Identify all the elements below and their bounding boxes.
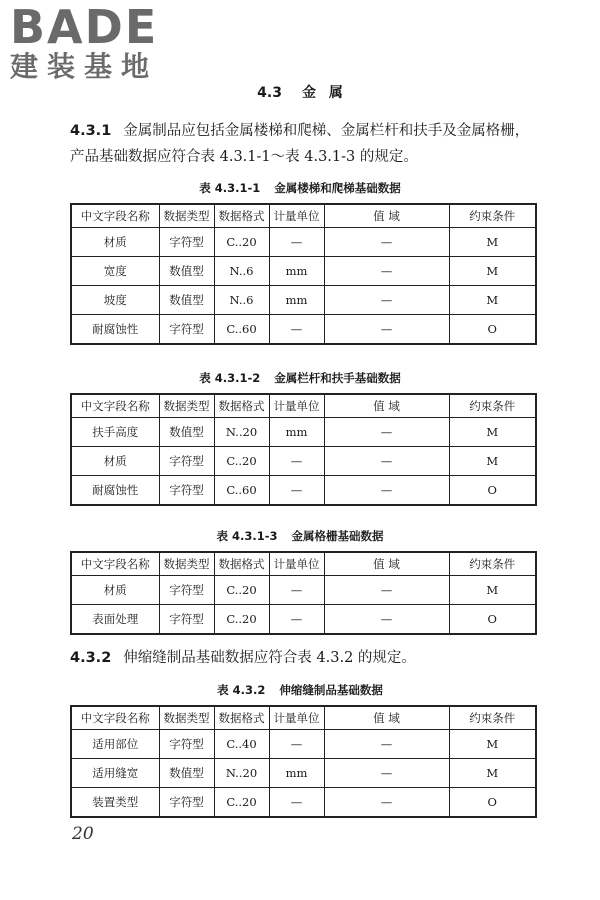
table-header-row — [71, 204, 536, 228]
table-cell: — — [269, 788, 324, 818]
table-cell: — — [324, 418, 449, 447]
table-cell: mm — [269, 257, 324, 286]
table-row — [71, 576, 536, 605]
table-cell: 表面处理 — [71, 605, 159, 635]
table-cell: — — [324, 315, 449, 345]
logo-brand: BADE — [10, 0, 159, 54]
clause-4-3-2 — [70, 645, 540, 671]
table-cell: 字符型 — [159, 788, 214, 818]
table-cell: N..6 — [214, 257, 269, 286]
table-row — [71, 418, 536, 447]
table-cell: 字符型 — [159, 476, 214, 506]
table-cell: 字符型 — [159, 315, 214, 345]
header-field-name: 中文字段名称 — [71, 552, 159, 576]
table-cell: — — [269, 228, 324, 257]
table-row — [71, 730, 536, 759]
table-caption-number: 表 4.3.1-3 — [216, 529, 278, 543]
table-cell: 宽度 — [71, 257, 159, 286]
table-cell: M — [449, 257, 536, 286]
table-cell: 适用部位 — [71, 730, 159, 759]
header-field-name: 中文字段名称 — [71, 706, 159, 730]
clause-text: 金属制品应包括金属楼梯和爬梯、金属栏杆和扶手及金属格栅，产品基础数据应符合表 4.3.1-1～表 4.3.1-3 的规定。 — [70, 123, 530, 165]
table-cell: — — [324, 730, 449, 759]
section-name: 金 属 — [301, 85, 343, 101]
table-caption-title: 金属栏杆和扶手基础数据 — [274, 371, 401, 385]
header-data-type: 数据类型 — [159, 552, 214, 576]
table-caption-number: 表 4.3.1-1 — [199, 181, 261, 195]
table-cell: M — [449, 286, 536, 315]
section-title — [0, 82, 600, 102]
table-cell: M — [449, 447, 536, 476]
table-cell: O — [449, 788, 536, 818]
table-cell: — — [269, 576, 324, 605]
table-cell: 坡度 — [71, 286, 159, 315]
header-value-range: 值 域 — [324, 552, 449, 576]
table-cell: — — [324, 286, 449, 315]
table-caption-number: 表 4.3.1-2 — [199, 371, 261, 385]
header-unit: 计量单位 — [269, 706, 324, 730]
table-caption — [0, 180, 600, 196]
section-number: 4.3 — [257, 85, 282, 101]
table-cell: O — [449, 605, 536, 635]
table-caption — [0, 370, 600, 386]
table-cell: M — [449, 228, 536, 257]
logo-subtitle: 建装基地 — [10, 50, 159, 83]
header-unit: 计量单位 — [269, 552, 324, 576]
table-cell: 材质 — [71, 228, 159, 257]
table-cell: — — [269, 605, 324, 635]
table-cell: — — [324, 257, 449, 286]
header-field-name: 中文字段名称 — [71, 394, 159, 418]
table-cell: 数值型 — [159, 759, 214, 788]
table-row — [71, 315, 536, 345]
table-row — [71, 447, 536, 476]
header-data-format: 数据格式 — [214, 394, 269, 418]
table-cell: — — [269, 476, 324, 506]
table-cell: — — [324, 788, 449, 818]
table-cell: — — [324, 228, 449, 257]
table-expansion-joints — [70, 705, 537, 818]
clause-text: 伸缩缝制品基础数据应符合表 4.3.2 的规定。 — [123, 650, 416, 666]
table-row — [71, 605, 536, 635]
table-cell: C..20 — [214, 788, 269, 818]
table-cell: mm — [269, 286, 324, 315]
header-value-range: 值 域 — [324, 706, 449, 730]
table-row — [71, 788, 536, 818]
table-cell: N..6 — [214, 286, 269, 315]
table-row — [71, 759, 536, 788]
table-row — [71, 476, 536, 506]
table-cell: 字符型 — [159, 605, 214, 635]
header-data-type: 数据类型 — [159, 204, 214, 228]
table-metal-railings — [70, 393, 537, 506]
table-cell: — — [324, 576, 449, 605]
table-caption-number: 表 4.3.2 — [217, 683, 266, 697]
table-cell: 字符型 — [159, 447, 214, 476]
header-constraint: 约束条件 — [449, 552, 536, 576]
table-metal-grilles — [70, 551, 537, 635]
table-cell: 字符型 — [159, 576, 214, 605]
table-cell: 装置类型 — [71, 788, 159, 818]
header-constraint: 约束条件 — [449, 204, 536, 228]
header-data-format: 数据格式 — [214, 204, 269, 228]
page-number: 20 — [72, 824, 94, 844]
table-cell: — — [269, 315, 324, 345]
table-cell: 字符型 — [159, 730, 214, 759]
table-cell: C..20 — [214, 576, 269, 605]
table-header-row — [71, 706, 536, 730]
table-header-row — [71, 552, 536, 576]
table-caption — [0, 682, 600, 698]
logo — [10, 0, 159, 83]
table-cell: C..20 — [214, 447, 269, 476]
table-cell: — — [324, 476, 449, 506]
table-cell: 耐腐蚀性 — [71, 476, 159, 506]
header-data-format: 数据格式 — [214, 552, 269, 576]
table-cell: 材质 — [71, 576, 159, 605]
header-unit: 计量单位 — [269, 394, 324, 418]
header-value-range: 值 域 — [324, 394, 449, 418]
table-cell: 数值型 — [159, 286, 214, 315]
table-cell: mm — [269, 759, 324, 788]
table-row — [71, 228, 536, 257]
table-cell: 字符型 — [159, 228, 214, 257]
clause-number: 4.3.2 — [70, 650, 112, 666]
table-cell: O — [449, 476, 536, 506]
table-cell: C..20 — [214, 228, 269, 257]
table-cell: M — [449, 576, 536, 605]
header-value-range: 值 域 — [324, 204, 449, 228]
table-cell: 适用缝宽 — [71, 759, 159, 788]
table-header-row — [71, 394, 536, 418]
header-data-format: 数据格式 — [214, 706, 269, 730]
header-data-type: 数据类型 — [159, 706, 214, 730]
table-cell: — — [324, 447, 449, 476]
table-cell: — — [324, 759, 449, 788]
table-cell: N..20 — [214, 418, 269, 447]
table-cell: 数值型 — [159, 257, 214, 286]
table-cell: 数值型 — [159, 418, 214, 447]
table-row — [71, 257, 536, 286]
table-cell: M — [449, 759, 536, 788]
table-caption — [0, 528, 600, 544]
header-unit: 计量单位 — [269, 204, 324, 228]
header-field-name: 中文字段名称 — [71, 204, 159, 228]
table-metal-stairs — [70, 203, 537, 345]
table-cell: 扶手高度 — [71, 418, 159, 447]
table-cell: O — [449, 315, 536, 345]
table-cell: C..20 — [214, 605, 269, 635]
table-row — [71, 286, 536, 315]
table-cell: M — [449, 730, 536, 759]
table-cell: N..20 — [214, 759, 269, 788]
table-cell: — — [269, 730, 324, 759]
table-cell: mm — [269, 418, 324, 447]
table-cell: 材质 — [71, 447, 159, 476]
header-constraint: 约束条件 — [449, 394, 536, 418]
clause-number: 4.3.1 — [70, 123, 112, 139]
table-cell: C..60 — [214, 315, 269, 345]
table-cell: — — [269, 447, 324, 476]
table-cell: C..40 — [214, 730, 269, 759]
table-caption-title: 伸缩缝制品基础数据 — [279, 683, 383, 697]
table-cell: 耐腐蚀性 — [71, 315, 159, 345]
table-caption-title: 金属格栅基础数据 — [291, 529, 384, 543]
clause-4-3-1 — [70, 118, 540, 170]
table-cell: — — [324, 605, 449, 635]
header-data-type: 数据类型 — [159, 394, 214, 418]
table-cell: C..60 — [214, 476, 269, 506]
table-cell: M — [449, 418, 536, 447]
header-constraint: 约束条件 — [449, 706, 536, 730]
table-caption-title: 金属楼梯和爬梯基础数据 — [274, 181, 401, 195]
